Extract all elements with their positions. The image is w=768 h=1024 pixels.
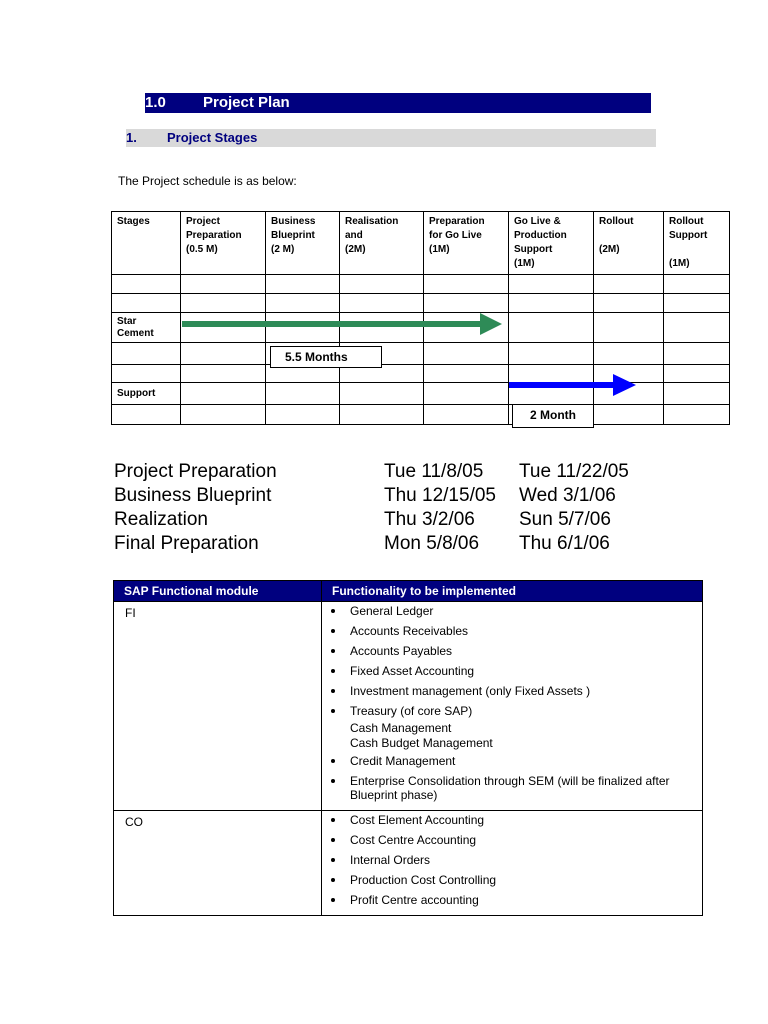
module-row: [114, 811, 703, 916]
gantt-header-row: [112, 212, 730, 275]
module-functionality: [322, 811, 703, 916]
gantt-row: [112, 343, 730, 365]
intro-text: The Project schedule is as below:: [118, 174, 297, 188]
gantt-header-cell: [424, 212, 509, 275]
bullet-icon: [331, 629, 335, 633]
schedule-list: [114, 460, 674, 556]
gantt-header-line: (1M): [669, 258, 690, 269]
functionality-item: [322, 624, 702, 638]
gantt-cell: [424, 405, 509, 425]
functionality-text: General Ledger: [350, 604, 434, 618]
module-name: CO: [114, 811, 322, 916]
section-heading-2: [126, 129, 656, 147]
bullet-icon: [331, 858, 335, 862]
header-functionality: Functionality to be implemented: [322, 581, 703, 602]
functionality-item: [322, 604, 702, 618]
functionality-item: [322, 813, 702, 827]
gantt-header-line: and: [345, 230, 363, 241]
gantt-cell: [266, 275, 340, 294]
gantt-cell: [509, 294, 594, 313]
schedule-phase: Business Blueprint: [114, 485, 272, 506]
functionality-text: Accounts Receivables: [350, 624, 469, 638]
schedule-row: [114, 532, 674, 556]
gantt-cell: [340, 383, 424, 405]
gantt-row: [112, 313, 730, 343]
functionality-text: Enterprise Consolidation through SEM (will be finalized after Blueprint phase): [350, 774, 670, 802]
gantt-header-cell: [112, 212, 181, 275]
gantt-header-cell: [340, 212, 424, 275]
gantt-cell: [594, 405, 664, 425]
gantt-cell: [664, 343, 730, 365]
functionality-item: [322, 774, 702, 802]
functionality-text: Treasury (of core SAP): [350, 704, 473, 718]
gantt-row-label: Star Cement: [112, 313, 181, 343]
gantt-row: [112, 275, 730, 294]
gantt-header-line: (2M): [345, 244, 366, 255]
functionality-item: [322, 721, 702, 735]
gantt-header-cell: [509, 212, 594, 275]
gantt-cell: [594, 313, 664, 343]
gantt-row: [112, 405, 730, 425]
gantt-cell: [340, 313, 424, 343]
functionality-text: Cash Management: [350, 721, 452, 735]
gantt-row-label: Support: [112, 383, 181, 405]
section-title: Project Plan: [203, 94, 290, 111]
gantt-header-line: (2M): [599, 244, 620, 255]
bullet-icon: [331, 838, 335, 842]
gantt-row-label: [112, 343, 181, 365]
gantt-cell: [424, 365, 509, 383]
functionality-item: [322, 664, 702, 678]
gantt-cell: [181, 343, 266, 365]
gantt-header-line: Rollout: [599, 216, 634, 227]
gantt-cell: [424, 343, 509, 365]
functionality-text: Fixed Asset Accounting: [350, 664, 475, 678]
gantt-row-label: [112, 405, 181, 425]
bullet-icon: [331, 609, 335, 613]
gantt-row-label: [112, 294, 181, 313]
gantt-cell: [424, 275, 509, 294]
module-name: FI: [114, 602, 322, 811]
gantt-cell: [594, 365, 664, 383]
gantt-cell: [181, 313, 266, 343]
functionality-item: [322, 704, 702, 718]
gantt-cell: [181, 365, 266, 383]
gantt-row: [112, 383, 730, 405]
gantt-row: [112, 294, 730, 313]
gantt-cell: [594, 275, 664, 294]
module-functionality: [322, 602, 703, 811]
gantt-cell: [509, 365, 594, 383]
gantt-header-line: Stages: [117, 216, 150, 227]
gantt-cell: [664, 294, 730, 313]
gantt-cell: [181, 275, 266, 294]
gantt-cell: [181, 383, 266, 405]
functionality-text: Cost Centre Accounting: [350, 833, 477, 847]
schedule-phase: Final Preparation: [114, 533, 259, 554]
gantt-cell: [340, 275, 424, 294]
gantt-cell: [424, 383, 509, 405]
functionality-text: Profit Centre accounting: [350, 893, 479, 907]
subsection-title: Project Stages: [167, 130, 258, 145]
gantt-cell: [509, 343, 594, 365]
module-row: [114, 602, 703, 811]
functionality-item: [322, 754, 702, 768]
bullet-icon: [331, 649, 335, 653]
gantt-header-line: (1M): [429, 244, 450, 255]
bullet-icon: [331, 689, 335, 693]
schedule-phase: Realization: [114, 509, 208, 530]
schedule-start-date: Thu 12/15/05: [384, 485, 496, 506]
gantt-cell: [509, 313, 594, 343]
schedule-row: [114, 508, 674, 532]
schedule-end-date: Tue 11/22/05: [519, 461, 629, 482]
gantt-header-line: for Go Live: [429, 230, 482, 241]
modules-table: [113, 580, 703, 916]
gantt-row-label: [112, 365, 181, 383]
duration-box-5-5-months: 5.5 Months: [270, 346, 382, 368]
gantt-header-line: [599, 229, 658, 243]
gantt-header-cell: [181, 212, 266, 275]
functionality-item: [322, 853, 702, 867]
gantt-header-cell: [594, 212, 664, 275]
gantt-row: [112, 365, 730, 383]
functionality-text: Cost Element Accounting: [350, 813, 485, 827]
functionality-text: Accounts Payables: [350, 644, 453, 658]
gantt-header-line: Preparation: [429, 216, 485, 227]
functionality-item: [322, 736, 702, 750]
gantt-cell: [266, 313, 340, 343]
gantt-cell: [424, 294, 509, 313]
functionality-item: [322, 644, 702, 658]
schedule-end-date: Wed 3/1/06: [519, 485, 616, 506]
schedule-row: [114, 460, 674, 484]
gantt-cell: [181, 294, 266, 313]
functionality-list: [322, 602, 702, 810]
functionality-text: Investment management (only Fixed Assets ): [350, 684, 591, 698]
schedule-start-date: Mon 5/8/06: [384, 533, 480, 554]
functionality-item: [322, 833, 702, 847]
gantt-header-line: Blueprint: [271, 230, 315, 241]
gantt-header-line: Realisation: [345, 216, 399, 227]
gantt-cell: [266, 405, 340, 425]
gantt-header-line: Project: [186, 216, 220, 227]
gantt-header-line: Preparation: [186, 230, 242, 241]
functionality-item: [322, 684, 702, 698]
gantt-header-line: (1M): [514, 258, 535, 269]
gantt-header-line: Support: [514, 244, 553, 255]
schedule-row: [114, 484, 674, 508]
functionality-list: [322, 811, 702, 915]
functionality-item: [322, 873, 702, 887]
gantt-cell: [664, 313, 730, 343]
gantt-cell: [594, 294, 664, 313]
gantt-cell: [594, 343, 664, 365]
gantt-header-line: [669, 243, 724, 257]
gantt-header-line: Rollout: [669, 216, 704, 227]
gantt-cell: [509, 383, 594, 405]
gantt-header-line: Business: [271, 216, 316, 227]
gantt-header-line: (2 M): [271, 244, 295, 255]
gantt-header-line: (0.5 M): [186, 244, 218, 255]
functionality-item: [322, 893, 702, 907]
bullet-icon: [331, 779, 335, 783]
schedule-phase: Project Preparation: [114, 461, 277, 482]
gantt-header-line: Production: [514, 230, 567, 241]
section-number: 1.0: [145, 94, 166, 111]
schedule-start-date: Thu 3/2/06: [384, 509, 475, 530]
schedule-start-date: Tue 11/8/05: [384, 461, 484, 482]
gantt-row-label: [112, 275, 181, 294]
gantt-header-cell: [664, 212, 730, 275]
schedule-end-date: Sun 5/7/06: [519, 509, 611, 530]
section-heading-1: [145, 93, 651, 113]
gantt-cell: [664, 365, 730, 383]
gantt-cell: [664, 275, 730, 294]
gantt-cell: [594, 383, 664, 405]
bullet-icon: [331, 709, 335, 713]
gantt-table: [111, 211, 730, 425]
bullet-icon: [331, 878, 335, 882]
duration-box-2-month: 2 Month: [512, 404, 594, 428]
gantt-cell: [340, 405, 424, 425]
gantt-cell: [509, 275, 594, 294]
gantt-cell: [266, 383, 340, 405]
gantt-header-line: Go Live &: [514, 216, 561, 227]
gantt-cell: [424, 313, 509, 343]
gantt-cell: [664, 405, 730, 425]
schedule-end-date: Thu 6/1/06: [519, 533, 610, 554]
subsection-number: 1.: [126, 130, 137, 145]
functionality-text: Credit Management: [350, 754, 456, 768]
bullet-icon: [331, 898, 335, 902]
bullet-icon: [331, 818, 335, 822]
gantt-cell: [340, 294, 424, 313]
functionality-text: Production Cost Controlling: [350, 873, 497, 887]
gantt-cell: [181, 405, 266, 425]
gantt-cell: [266, 294, 340, 313]
gantt-cell: [664, 383, 730, 405]
bullet-icon: [331, 669, 335, 673]
header-sap-functional-module: SAP Functional module: [114, 581, 322, 602]
gantt-header-cell: [266, 212, 340, 275]
gantt-header-line: Support: [669, 230, 708, 241]
bullet-icon: [331, 759, 335, 763]
functionality-text: Internal Orders: [350, 853, 431, 867]
functionality-text: Cash Budget Management: [350, 736, 493, 750]
